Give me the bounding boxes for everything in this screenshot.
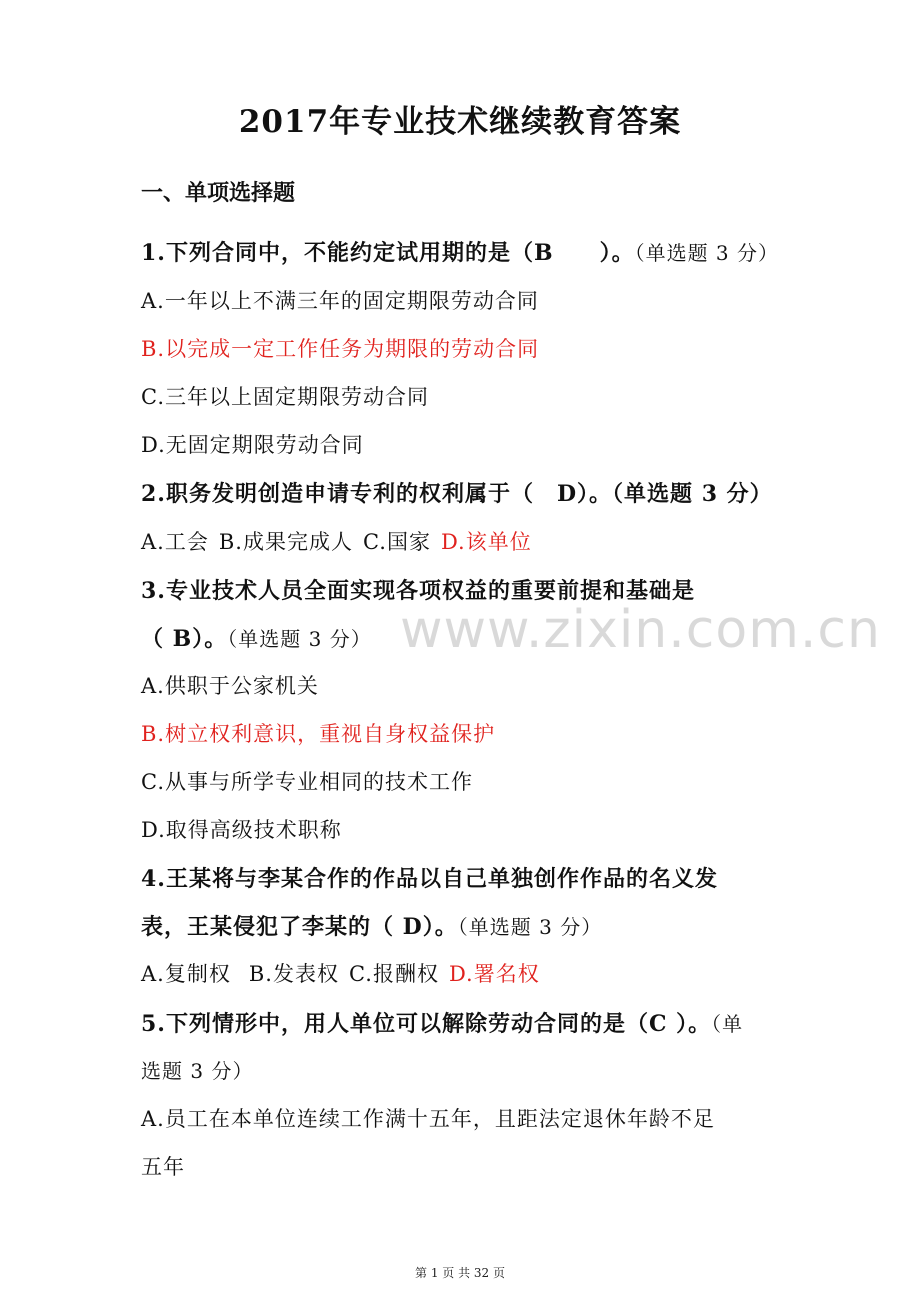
question-1-tag: （单选题 3 分） bbox=[634, 241, 780, 265]
question-4-option-d-answer: D.署名权 bbox=[448, 962, 540, 986]
question-1-text: 1.下列合同中，不能约定试用期的是（B ）。 bbox=[141, 240, 635, 266]
question-2-option-b: B.成果完成人 bbox=[218, 530, 353, 554]
question-4-options bbox=[141, 958, 540, 988]
question-5-option-a-line2: 五年 bbox=[141, 1155, 185, 1179]
question-3-option-c: C.从事与所学专业相同的技术工作 bbox=[141, 770, 473, 794]
question-1-option-b-answer: B.以完成一定工作任务为期限的劳动合同 bbox=[141, 337, 540, 361]
question-5-stem-line1 bbox=[141, 1007, 743, 1038]
question-2-option-c: C.国家 bbox=[362, 530, 431, 554]
question-3-option-d: D.取得高级技术职称 bbox=[141, 818, 342, 842]
question-4-option-a: A.复制权 bbox=[141, 962, 231, 986]
question-1-option-c: C.三年以上固定期限劳动合同 bbox=[141, 385, 429, 409]
question-5-tag-part2: 选题 3 分） bbox=[141, 1059, 254, 1083]
question-4-option-b: B.发表权 bbox=[248, 962, 339, 986]
question-2-option-d-answer: D.该单位 bbox=[440, 530, 532, 554]
question-5-text: 5.下列情形中，用人单位可以解除劳动合同的是（C ）。 bbox=[141, 1011, 712, 1037]
question-4-stem-line2 bbox=[141, 910, 602, 941]
question-1-stem bbox=[141, 236, 779, 267]
question-2-stem: 2.职务发明创造申请专利的权利属于（ D）。（单选题 3 分） bbox=[141, 481, 773, 507]
question-3-text: （ B）。 bbox=[141, 626, 228, 652]
question-1-option-d: D.无固定期限劳动合同 bbox=[141, 433, 364, 457]
question-1-option-a: A.一年以上不满三年的固定期限劳动合同 bbox=[141, 289, 539, 313]
question-4-stem-line1: 4.王某将与李某合作的作品以自己单独创作作品的名义发 bbox=[141, 866, 718, 892]
document-title: 2017年专业技术继续教育答案 bbox=[238, 104, 682, 140]
question-4-option-c: C.报酬权 bbox=[348, 962, 439, 986]
question-3-option-a: A.供职于公家机关 bbox=[141, 674, 319, 698]
section-heading: 一、单项选择题 bbox=[141, 180, 296, 206]
question-3-tag: （单选题 3 分） bbox=[227, 627, 372, 651]
question-5-tag-part1: （单 bbox=[711, 1012, 744, 1036]
question-4-tag: （单选题 3 分） bbox=[457, 915, 603, 939]
question-3-stem-line1: 3.专业技术人员全面实现各项权益的重要前提和基础是 bbox=[141, 578, 695, 604]
question-3-stem-line2 bbox=[141, 622, 372, 653]
question-4-text: 表，王某侵犯了李某的（ D）。 bbox=[141, 914, 458, 940]
question-3-option-b-answer: B.树立权利意识，重视自身权益保护 bbox=[141, 722, 496, 746]
page-footer: 第 1 页 共 32 页 bbox=[415, 1266, 505, 1280]
question-5-stem-line2 bbox=[141, 1055, 253, 1084]
watermark: www.zixin.com.cn bbox=[400, 600, 881, 660]
question-2-options bbox=[141, 526, 532, 556]
question-5-option-a-line1: A.员工在本单位连续工作满十五年，且距法定退休年龄不足 bbox=[141, 1107, 715, 1131]
question-2-option-a: A.工会 bbox=[141, 530, 209, 554]
